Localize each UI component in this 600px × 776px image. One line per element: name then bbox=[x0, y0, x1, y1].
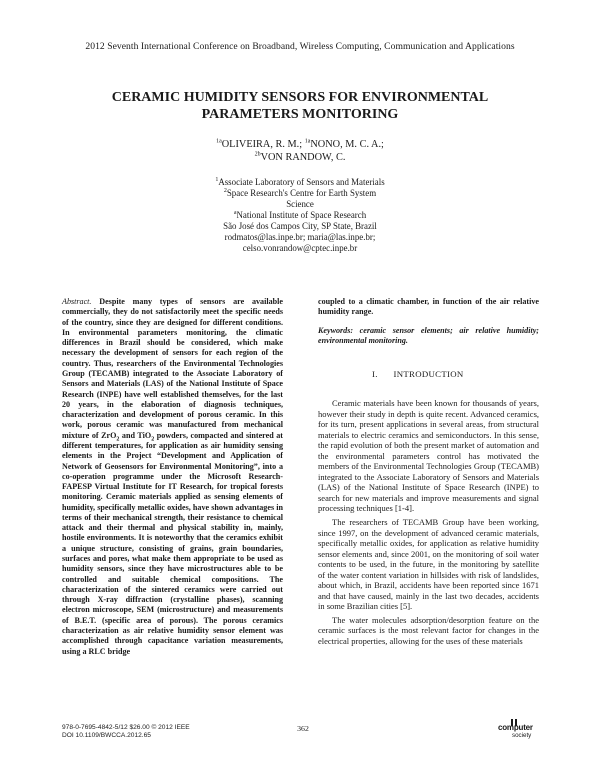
affiliation-1: $^1$Associate Laboratory of Sensors and Materials bbox=[215, 177, 385, 187]
address: São José dos Campos City, SP State, Brazil bbox=[223, 221, 377, 231]
abstract-continued: coupled to a climatic chamber, in function of the air relative humidity range. bbox=[318, 297, 539, 317]
author-2-name: NONO, M. C. A.; bbox=[310, 139, 384, 150]
section-number: I. bbox=[372, 369, 378, 379]
paragraph: The water molecules adsorption/desorption feature on the ceramic surfaces is the most relevant factor for changes in the electrical properties, allowing for the uses of these materials bbox=[318, 614, 539, 647]
section-heading bbox=[318, 369, 539, 379]
affiliation-2-cont: Science bbox=[286, 199, 314, 209]
paragraph: Ceramic materials have been known for thousands of years, however their study in depth is quite recent. Advanced ceramics, for its turn, present applications in several areas, from structural materials to electric ceramics and semiconductors. In this sense, the rapid evolution of both the present market of automation and the environmental parameters control has motivated the members of the Environmental Technologies Group (TECAMB) integrated to the Associate Laboratory of Sensors and Materials (LAS) of the National Institute of Space Research (INPE) to search for new materials and improve measurements and signal processing techniques [1-4]. bbox=[318, 398, 539, 514]
abstract: Abstract. Despite many types of sensors are available commercially, they do not satisfactorily meet the specific needs of the country, since they are designed for different conditions. In environmental parameters monitoring, the climatic differences in Brazil should be considered, which make necessary the development of sensors for each region of the country. Thus, researchers of the Environmental Technologies Group (TECAMB) integrated to the Associate Laboratory of Sensors and Materials (LAS) of the National Institute of Space Research (INPE) have well established themselves, for the last 20 years, in the elaboration of diagnosis techniques, characterization and development of porous ceramic. In this work, porous ceramic was manufactured from mechanical mixture of ZrO$_2$ and TiO$_2$ powders, compacted and sintered at different temperatures, for application as air humidity sensing elements in the Project “Development and Application of Network of Geosensors for Environmental Monitoring”, into a co-operation programme under the Microsoft Research-FAPESP Virtual Institute for IT Research, for tropical forests monitoring. Ceramic materials applied as sensing elements of humidity, specifically metallic oxides, have shown advantages in terms of their mechanical strength, their resistance to chemical attack and their thermal and physical stability in, mainly, hostile environments. It is noteworthy that the ceramics exhibit a unique structure, consisting of grains, grain boundaries, surfaces and pores, what make them appropriate to be used as humidity sensors, since they have microstructures able to be controlled and suitable chemical compositions. The characterization of the sintered ceramics were carried out through X-ray diffraction (crystalline phases), scanning electron microscope, SEM (microstructure) and measurements of B.E.T. (specific area of porous). The porous ceramics characterization as air relative humidity sensor element was accomplished through capacitance variation measurements, using a RLC bridge bbox=[62, 297, 283, 656]
title-line-1: CERAMIC HUMIDITY SENSORS FOR ENVIRONMENTAL bbox=[111, 90, 489, 105]
author-3-name: VON RANDOW, C. bbox=[260, 152, 346, 163]
footer-isbn: 978-0-7695-4842-5/12 $26.00 © 2012 IEEE bbox=[62, 724, 190, 731]
abstract-text-3: powders, compacted and sintered at different temperatures, for application as air humidity sensing elements in the Project “Development and Application of Network of Geosensors for Environmental Monitoring”, into a co-operation programme under the Microsoft Research-FAPESP Virtual Institute for IT Research, for tropical forests monitoring. Ceramic materials applied as sensing elements of humidity, specifically metallic oxides, have shown advantages in terms of their mechanical strength, their resistance to chemical attack and their thermal and physical stability in, mainly, hostile environments. It is noteworthy that the ceramics exhibit a unique structure, consisting of grains, grain boundaries, surfaces and pores, what make them appropriate to be used as humidity sensors, since they have microstructures able to be controlled and suitable chemical compositions. The characterization of the sintered ceramics were carried out through X-ray diffraction (crystalline phases), scanning electron microscope, SEM (microstructure) and measurements of B.E.T. (specific area of porous). The porous ceramics characterization as air relative humidity sensor element was accomplished through capacitance variation measurements, using a RLC bridge bbox=[62, 430, 283, 656]
logo-text-computer: computer bbox=[498, 723, 533, 732]
footer-copyright bbox=[62, 724, 190, 741]
author-2-affiliation: 1a bbox=[304, 138, 311, 145]
abstract-label: Abstract. bbox=[62, 297, 92, 306]
emails-line-1: rodmatos@las.inpe.br; maria@las.inpe.br; bbox=[224, 232, 376, 242]
authors-line-1 bbox=[0, 139, 600, 151]
introduction-body bbox=[318, 398, 539, 650]
paragraph: The researchers of TECAMB Group have been working, since 1997, on the development of advanced ceramic materials, specifically metallic oxides, for application as relative humidity sensor elements and, since 2001, on the monitoring of soil water contents to be used, in the future, in the monitoring by satellite of the water content variation in hillsides with risk of landslides, about which, in Brazil, accidents have been reported since 1671 and that have caused, mainly in the last two decades, accidents in some Brazilian cities [5]. bbox=[318, 517, 539, 612]
affiliation-2: $^2$Space Research's Centre for Earth System bbox=[223, 188, 377, 198]
computer-society-logo bbox=[498, 718, 542, 742]
abstract-text-1: Despite many types of sensors are available commercially, they do not satisfactorily meet the specific needs of the country, since they are designed for different conditions. In environmental parameters monitoring, the climatic differences in Brazil should be considered, which make necessary the development of sensors for each region of the country. Thus, researchers of the Environmental Technologies Group (TECAMB) integrated to the Associate Laboratory of Sensors and Materials (LAS) of the National Institute of Space Research (INPE) have well established themselves, for the last 20 years, in the elaboration of diagnosis techniques, characterization and development of porous ceramic. In this work, porous ceramic was manufactured from mechanical mixture of ZrO bbox=[62, 297, 283, 440]
abstract-text-2: and TiO bbox=[119, 430, 152, 440]
author-3-affiliation: 2b bbox=[254, 151, 261, 158]
authors-line-2 bbox=[0, 152, 600, 164]
conference-header: 2012 Seventh International Conference on Broadband, Wireless Computing, Communication and Applications bbox=[85, 41, 515, 52]
paper-title bbox=[60, 89, 540, 123]
keywords: Keywords: ceramic sensor elements; air relative humidity; environmental monitoring. bbox=[318, 326, 539, 346]
author-1-affiliation: 1a bbox=[216, 138, 222, 145]
footer-doi: DOI 10.1109/BWCCA.2012.65 bbox=[62, 732, 151, 740]
page-number: 362 bbox=[297, 724, 309, 733]
author-1-name: OLIVEIRA, R. M.; bbox=[221, 139, 305, 150]
logo-text-society: society bbox=[512, 732, 532, 739]
institution: $^a$National Institute of Space Research bbox=[233, 210, 367, 220]
title-line-2: PARAMETERS MONITORING bbox=[201, 107, 399, 122]
emails-line-2: celso.vonrandow@cptec.inpe.br bbox=[242, 243, 358, 253]
section-title: INTRODUCTION bbox=[393, 369, 464, 379]
